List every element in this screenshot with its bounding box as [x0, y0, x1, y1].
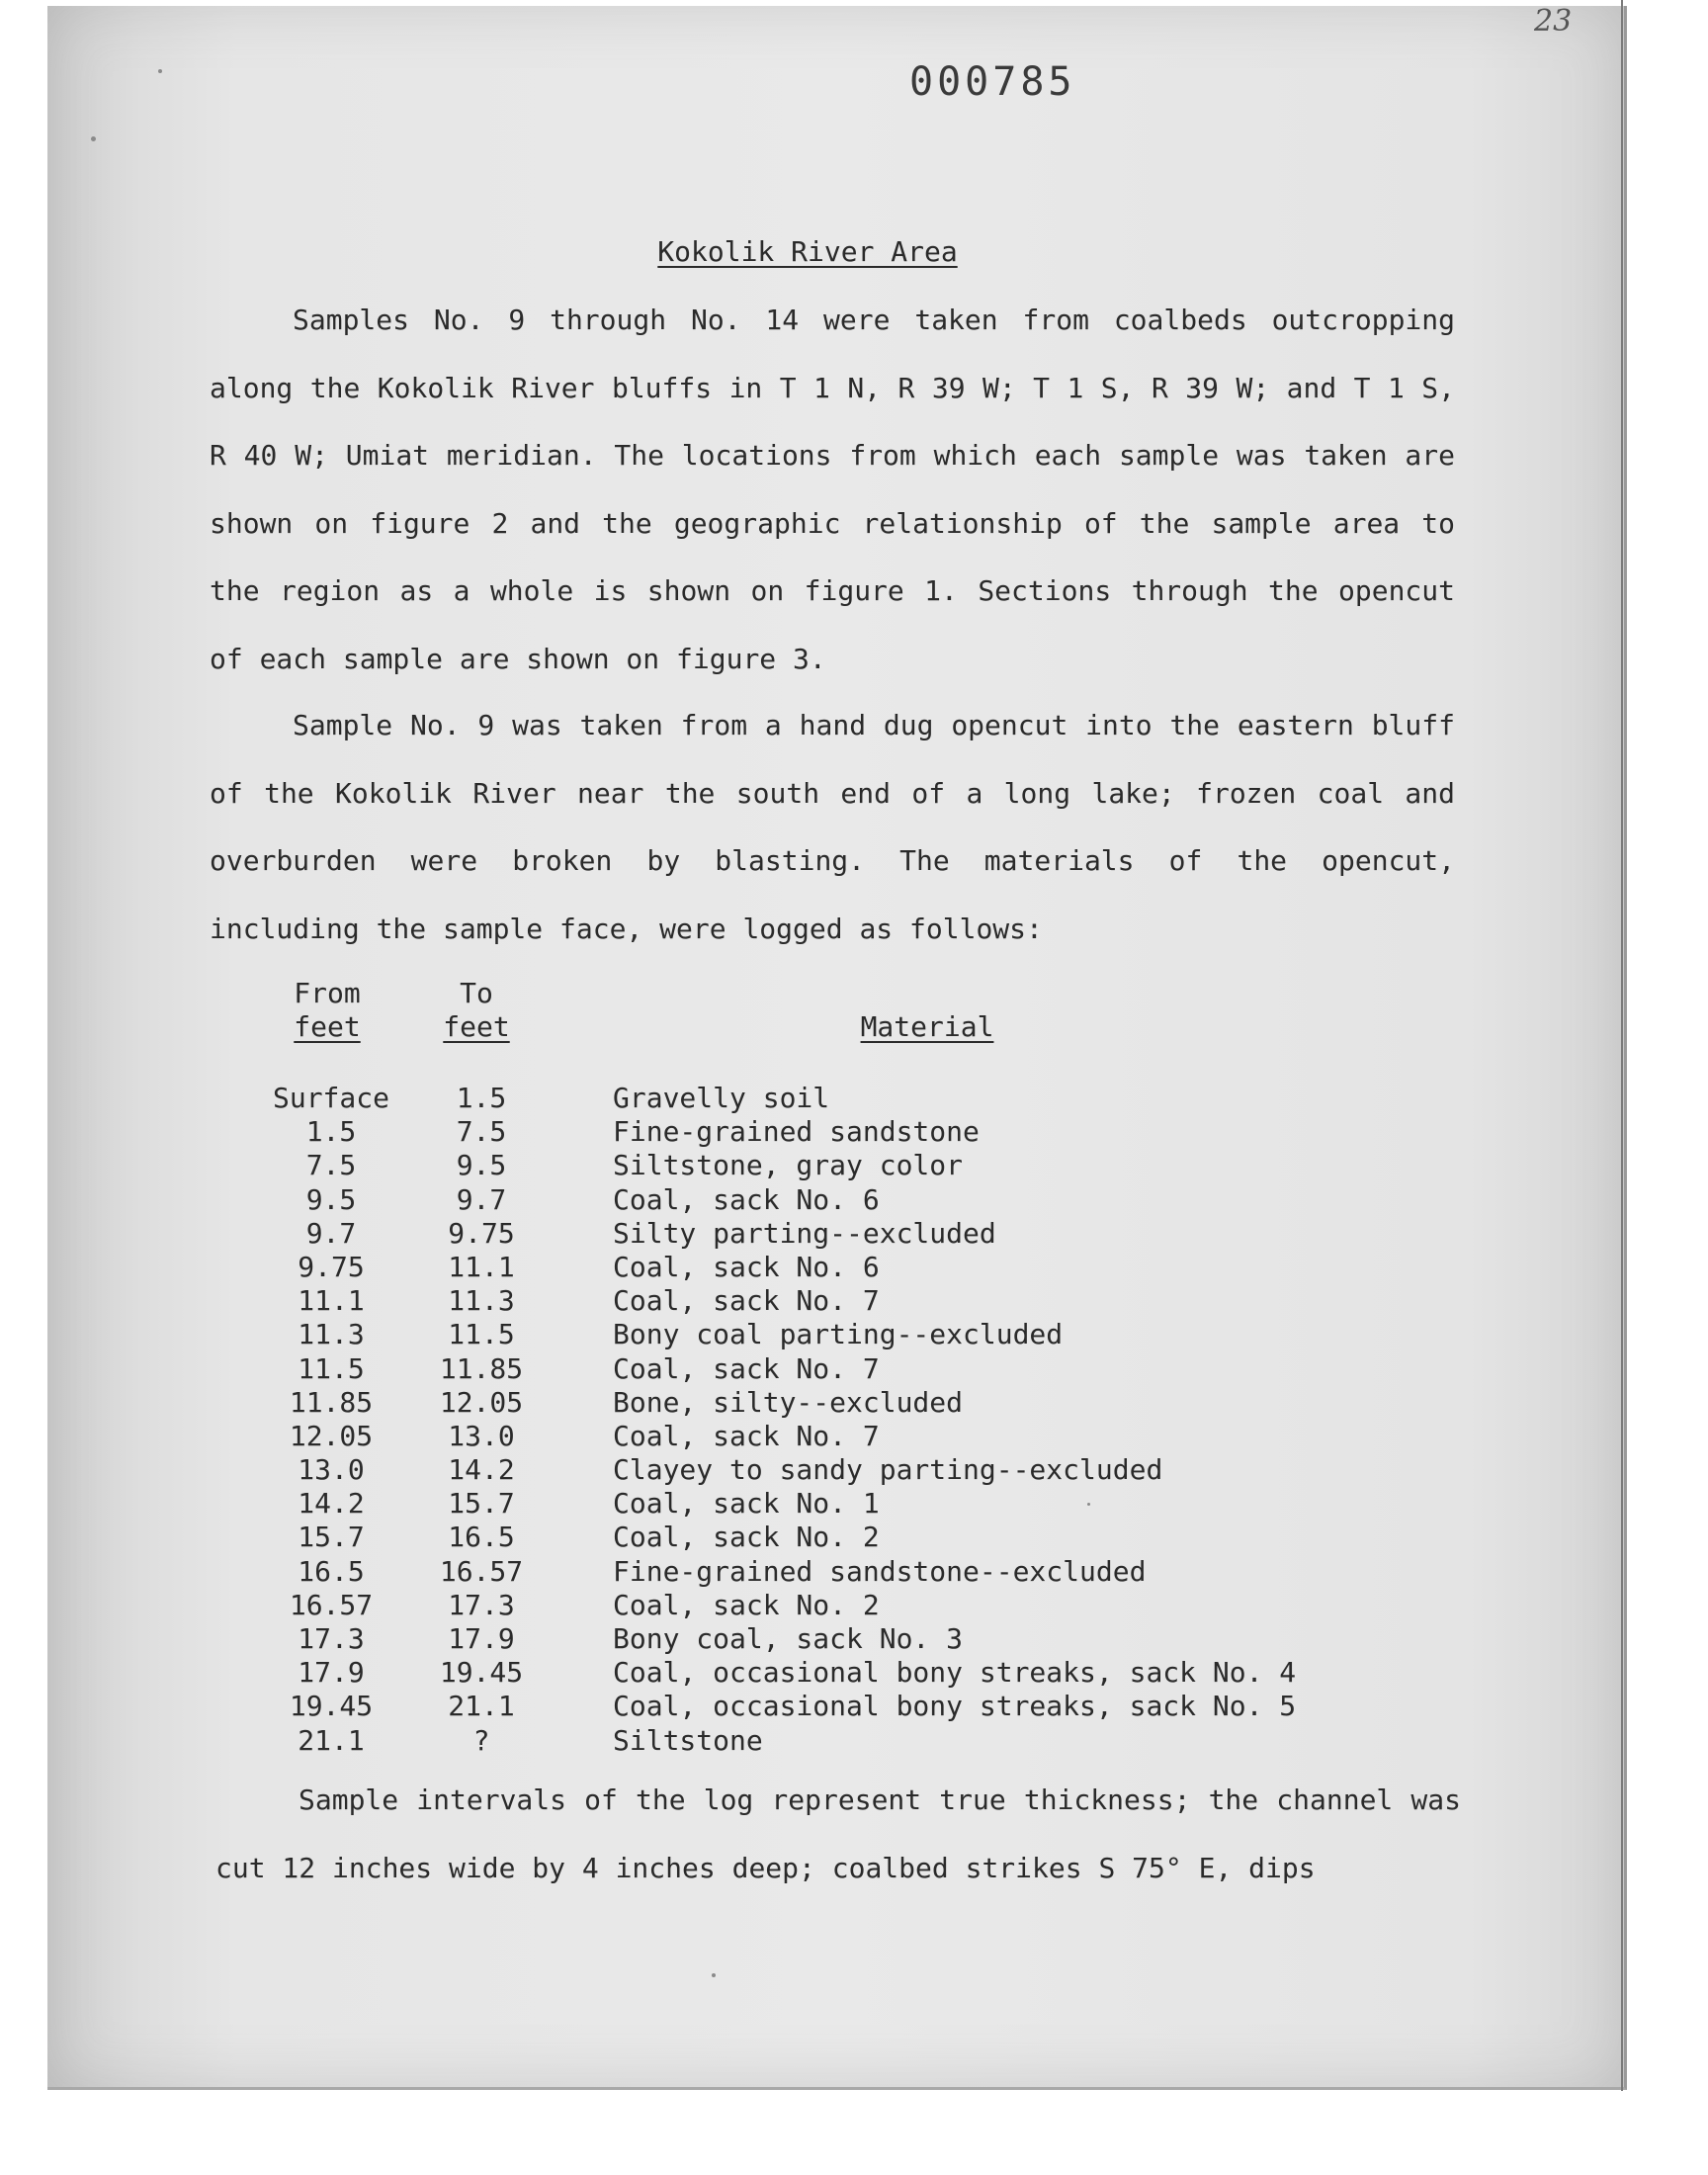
document-stamp-number: 000785 — [909, 59, 1076, 105]
table-row — [267, 1487, 1354, 1521]
cell-to: 11.85 — [439, 1351, 524, 1385]
cell-material: Siltstone, gray color — [613, 1149, 964, 1182]
cell-material: Coal, sack No. 6 — [613, 1182, 880, 1216]
cell-from: 9.7 — [305, 1216, 357, 1250]
table-row — [267, 1555, 1354, 1589]
table-row — [267, 1284, 1354, 1318]
table-row — [267, 1149, 1354, 1182]
table-row — [267, 1082, 1354, 1115]
table-row — [267, 1352, 1354, 1386]
cell-to: 12.05 — [439, 1385, 524, 1419]
cell-from: Surface — [272, 1082, 389, 1114]
table-row — [267, 1656, 1354, 1690]
cell-to: 9.75 — [448, 1216, 515, 1250]
cell-from: 9.75 — [298, 1250, 365, 1283]
table-row — [267, 1251, 1354, 1284]
cell-to: 16.57 — [439, 1554, 524, 1588]
cell-to: 7.5 — [456, 1115, 507, 1149]
cell-material: Bony coal parting--excluded — [613, 1318, 1064, 1351]
cell-from: 17.3 — [298, 1622, 365, 1655]
cell-from: 7.5 — [305, 1149, 357, 1182]
cell-from: 14.2 — [298, 1487, 365, 1521]
scan-speck — [91, 136, 96, 141]
cell-material: Coal, occasional bony streaks, sack No. 4 — [613, 1656, 1297, 1690]
cell-from: 11.3 — [298, 1318, 365, 1351]
cell-to: 15.7 — [448, 1487, 515, 1521]
cell-material: Coal, sack No. 2 — [613, 1521, 880, 1554]
column-header-to-line1: To — [460, 977, 493, 1009]
cell-to: 11.1 — [448, 1250, 515, 1283]
cell-to: 19.45 — [439, 1656, 524, 1690]
cell-from: 21.1 — [298, 1723, 365, 1757]
scan-speck — [712, 1973, 716, 1977]
cell-material: Silty parting--excluded — [613, 1216, 996, 1250]
column-header-from-line2: feet — [294, 1010, 361, 1043]
paragraph-sample-9-text: Sample No. 9 was taken from a hand dug opencut into the eastern bluff of the Kokolik River near the south end of a long lake; frozen coal and overburden were broken by blasting. The materials of the opencut, including the sample face, were logged as follows: — [210, 709, 1455, 945]
cell-to: 9.5 — [456, 1149, 507, 1182]
table-row — [267, 1589, 1354, 1622]
cell-to: 9.7 — [456, 1182, 507, 1216]
cell-from: 11.1 — [298, 1284, 365, 1318]
table-row — [267, 1183, 1354, 1217]
cell-from: 1.5 — [305, 1115, 357, 1149]
cell-from: 12.05 — [289, 1419, 374, 1452]
cell-material: Bony coal, sack No. 3 — [613, 1622, 964, 1655]
cell-material: Siltstone — [613, 1723, 763, 1757]
cell-from: 11.85 — [289, 1385, 374, 1419]
cell-from: 15.7 — [298, 1521, 365, 1554]
table-row — [267, 1217, 1354, 1251]
cell-from: 9.5 — [305, 1182, 357, 1216]
table-row — [267, 1115, 1354, 1149]
cell-from: 17.9 — [298, 1656, 365, 1690]
cell-to: ? — [472, 1723, 490, 1757]
paragraph-sample-intervals-text: Sample intervals of the log represent true thickness; the channel was cut 12 inches wide by 4 inches deep; coalbed strikes S 75° E, dips — [215, 1784, 1461, 1884]
table-row — [267, 1420, 1354, 1453]
cell-material: Clayey to sandy parting--excluded — [613, 1453, 1163, 1487]
cell-material: Gravelly soil — [613, 1082, 830, 1114]
cell-from: 16.57 — [289, 1588, 374, 1621]
cell-from: 13.0 — [298, 1453, 365, 1487]
paragraph-sample-9 — [210, 692, 1455, 963]
scan-speck — [158, 69, 162, 73]
table-row — [267, 1386, 1354, 1420]
cell-material: Fine-grained sandstone--excluded — [613, 1554, 1147, 1588]
paragraph-intro — [210, 287, 1455, 693]
cell-from: 19.45 — [289, 1690, 374, 1723]
cell-material: Coal, sack No. 1 — [613, 1487, 880, 1521]
cell-material: Coal, occasional bony streaks, sack No. 5 — [613, 1690, 1297, 1723]
table-row — [267, 1521, 1354, 1554]
cell-from: 16.5 — [298, 1554, 365, 1588]
cell-to: 14.2 — [448, 1453, 515, 1487]
cell-material: Coal, sack No. 6 — [613, 1250, 880, 1283]
table-row — [267, 1724, 1354, 1758]
cell-to: 11.5 — [448, 1318, 515, 1351]
table-row — [267, 1690, 1354, 1723]
cell-from: 11.5 — [298, 1351, 365, 1385]
section-title: Kokolik River Area — [657, 235, 958, 268]
table-row — [267, 1318, 1354, 1351]
column-header-material: Material — [860, 1010, 994, 1043]
paragraph-intro-text: Samples No. 9 through No. 14 were taken from coalbeds outcropping along the Kokolik River bluffs in T 1 N, R 39 W; T 1 S, R 39 W; and T 1 S, R 40 W; Umiat meridian. The locations from which each sample was taken are shown on figure 2 and the geographic relationship of the sample area to the region as a whole is shown on figure 1. Sections through the opencut of each sample are shown on figure 3. — [210, 304, 1455, 675]
cell-to: 13.0 — [448, 1419, 515, 1452]
table-row — [267, 1622, 1354, 1656]
cell-material: Fine-grained sandstone — [613, 1115, 980, 1149]
cell-material: Coal, sack No. 7 — [613, 1284, 880, 1318]
cell-to: 17.9 — [448, 1622, 515, 1655]
table-body — [267, 1082, 1354, 1758]
column-header-to-line2: feet — [443, 1010, 510, 1043]
cell-material: Coal, sack No. 7 — [613, 1351, 880, 1385]
scan-speck — [1087, 1503, 1090, 1506]
cell-material: Coal, sack No. 7 — [613, 1419, 880, 1452]
cell-to: 16.5 — [448, 1521, 515, 1554]
paragraph-sample-intervals — [215, 1767, 1461, 1902]
table-row — [267, 1453, 1354, 1487]
cell-material: Bone, silty--excluded — [613, 1385, 964, 1419]
cell-to: 11.3 — [448, 1284, 515, 1318]
cell-material: Coal, sack No. 2 — [613, 1588, 880, 1621]
cell-to: 21.1 — [448, 1690, 515, 1723]
handwritten-page-mark: 23 — [1534, 4, 1573, 39]
column-header-from — [267, 977, 387, 1044]
column-header-from-line1: From — [294, 977, 361, 1009]
cell-to: 17.3 — [448, 1588, 515, 1621]
cell-to: 1.5 — [456, 1082, 507, 1114]
column-header-to — [427, 977, 526, 1044]
